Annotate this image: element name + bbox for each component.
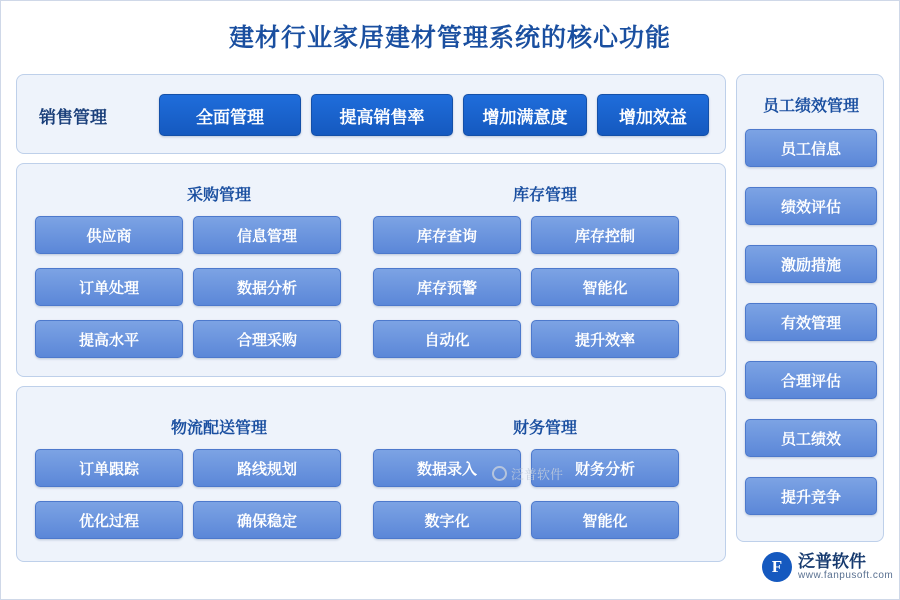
logistics-chip-4[interactable]: 确保稳定 <box>193 501 341 539</box>
finance-chip-1[interactable]: 数据录入 <box>373 449 521 487</box>
finance-chip-4[interactable]: 智能化 <box>531 501 679 539</box>
logistics-chip-2[interactable]: 路线规划 <box>193 449 341 487</box>
sales-chip-4[interactable]: 增加效益 <box>597 94 709 136</box>
purchase-chip-5[interactable]: 提高水平 <box>35 320 183 358</box>
logo-company-url: www.fanpusoft.com <box>798 569 894 581</box>
mid-panel <box>16 163 726 377</box>
logo-mark-icon: F <box>762 552 792 582</box>
finance-chip-3[interactable]: 数字化 <box>373 501 521 539</box>
purchase-chip-4[interactable]: 数据分析 <box>193 268 341 306</box>
sales-chip-3[interactable]: 增加满意度 <box>463 94 587 136</box>
staff-chip-5[interactable]: 合理评估 <box>745 361 877 399</box>
center-watermark <box>492 464 563 483</box>
watermark-circle-icon <box>492 466 507 481</box>
inventory-chip-3[interactable]: 库存预警 <box>373 268 521 306</box>
sales-chip-1[interactable]: 全面管理 <box>159 94 301 136</box>
inventory-chip-1[interactable]: 库存查询 <box>373 216 521 254</box>
inventory-chip-5[interactable]: 自动化 <box>373 320 521 358</box>
staff-chip-1[interactable]: 员工信息 <box>745 129 877 167</box>
page-title: 建材行业家居建材管理系统的核心功能 <box>228 24 671 52</box>
logo-company-name: 泛普软件 <box>798 551 866 571</box>
logistics-chip-1[interactable]: 订单跟踪 <box>35 449 183 487</box>
staff-chip-6[interactable]: 员工绩效 <box>745 419 877 457</box>
purchase-chip-1[interactable]: 供应商 <box>35 216 183 254</box>
bottom-panel <box>16 386 726 562</box>
center-watermark-text: 泛普软件 <box>511 467 564 482</box>
staff-chip-7[interactable]: 提升竞争 <box>745 477 877 515</box>
sales-management-label: 销售管理 <box>39 108 107 127</box>
inventory-chip-6[interactable]: 提升效率 <box>531 320 679 358</box>
inventory-management-label: 库存管理 <box>512 187 577 204</box>
purchase-chip-2[interactable]: 信息管理 <box>193 216 341 254</box>
purchase-chip-3[interactable]: 订单处理 <box>35 268 183 306</box>
inventory-chip-2[interactable]: 库存控制 <box>531 216 679 254</box>
staff-performance-label: 员工绩效管理 <box>762 98 859 115</box>
sales-chip-2[interactable]: 提高销售率 <box>311 94 453 136</box>
finance-chip-2[interactable]: 财务分析 <box>531 449 679 487</box>
staff-chip-2[interactable]: 绩效评估 <box>745 187 877 225</box>
staff-chip-3[interactable]: 激励措施 <box>745 245 877 283</box>
sales-management-panel <box>16 74 726 154</box>
company-logo <box>762 552 893 582</box>
inventory-chip-4[interactable]: 智能化 <box>531 268 679 306</box>
purchase-management-label: 采购管理 <box>186 187 251 204</box>
staff-performance-panel <box>736 74 884 542</box>
finance-management-label: 财务管理 <box>512 420 577 437</box>
logistics-chip-3[interactable]: 优化过程 <box>35 501 183 539</box>
staff-chip-4[interactable]: 有效管理 <box>745 303 877 341</box>
purchase-chip-6[interactable]: 合理采购 <box>193 320 341 358</box>
logistics-management-label: 物流配送管理 <box>170 420 267 437</box>
